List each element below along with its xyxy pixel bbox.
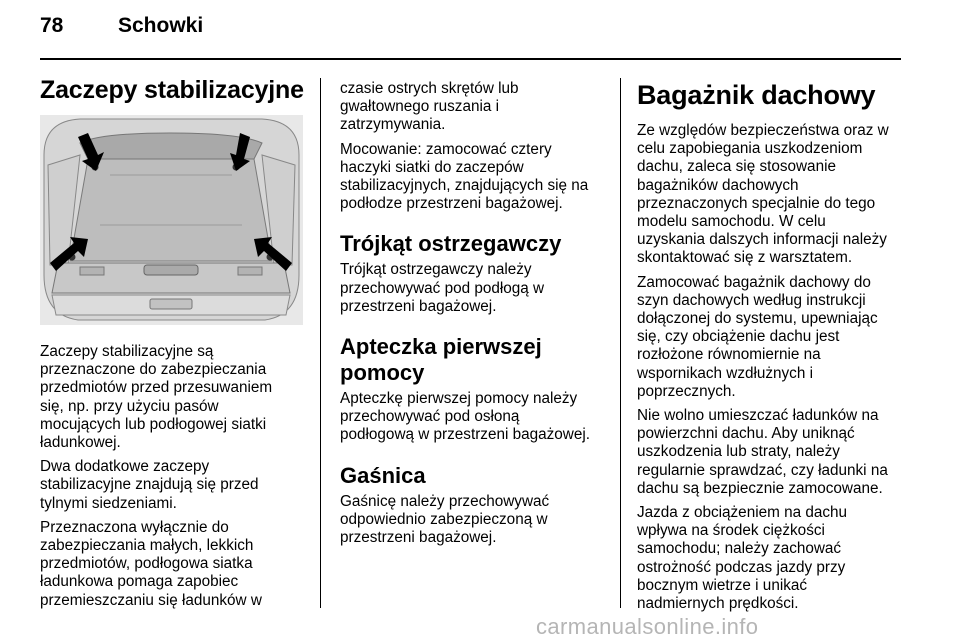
- paragraph: Apteczkę pierwszej pomocy należy przechowywać pod osłoną podłogową w przestrzeni bagażowej.: [340, 390, 590, 444]
- column-divider: [320, 78, 321, 608]
- watermark: carmanualsonline.info: [536, 614, 759, 639]
- heading-fire-extinguisher: Gaśnica: [340, 462, 426, 488]
- paragraph: czasie ostrych skrętów lub gwałtownego ruszania i zatrzymywania.: [340, 80, 519, 134]
- paragraph: Gaśnicę należy przechowywać odpowiednio zabezpieczoną w przestrzeni bagażowej.: [340, 492, 550, 547]
- heading-stabilizing-hooks: Zaczepy stabilizacyjne: [40, 76, 304, 104]
- paragraph: Trójkąt ostrzegawczy należy przechowywać pod podłogą w przestrzeni bagażowej.: [340, 261, 545, 315]
- page-number: 78: [40, 14, 64, 37]
- cargo-area-illustration: [40, 115, 303, 325]
- header-rule: [40, 58, 901, 60]
- paragraph: Przeznaczona wyłącznie do zabezpieczania małych, lekkich przedmiotów, podłogowa siatka ładunkowa pomaga zapobiec przemieszczaniu się ładunków w: [40, 518, 262, 609]
- paragraph: Dwa dodatkowe zaczepy stabilizacyjne znajdują się przed tylnymi siedzeniami.: [40, 458, 259, 512]
- heading-warning-triangle: Trójkąt ostrzegawczy: [340, 231, 562, 257]
- heading-roof-rack: Bagażnik dachowy: [637, 80, 876, 110]
- paragraph: Nie wolno umieszczać ładunków na powierzchni dachu. Aby uniknąć uszkodzenia lub straty, należy regularnie sprawdzać, czy ładunki na dachu są bezpiecznie zamocowane.: [637, 407, 888, 497]
- column-divider: [620, 78, 621, 608]
- paragraph: Zaczepy stabilizacyjne są przeznaczone do zabezpieczania przedmiotów przed przesuwaniem się, np. przy użyciu pasów mocujących lub podłogowej siatki ładunkowej.: [40, 343, 273, 452]
- heading-first-aid-kit: Apteczka pierwszej pomocy: [340, 334, 542, 386]
- column-middle: [340, 80, 610, 553]
- paragraph: Zamocować bagażnik dachowy do szyn dachowych według instrukcji dołączonej do systemu, upewniając się, czy obciążenie dachu jest rozłożone równomiernie na wspornikach wzdłużnych i poprzecznych.: [637, 273, 878, 400]
- column-left: [40, 76, 306, 616]
- column-right: [637, 80, 907, 619]
- paragraph: Mocowanie: zamocować cztery haczyki siatki do zaczepów stabilizacyjnych, znajdujących się na podłodze przestrzeni bagażowej.: [340, 140, 589, 213]
- section-title: Schowki: [118, 14, 204, 37]
- paragraph: Jazda z obciążeniem na dachu wpływa na środek ciężkości samochodu; należy zachować ostrożność podczas jazdy przy bocznym wietrze i unikać nadmiernych prędkości.: [637, 504, 848, 613]
- paragraph: Ze względów bezpieczeństwa oraz w celu zapobiegania uszkodzeniom dachu, zaleca się stosowanie bagażników dachowych przeznaczonych specjalnie do tego modelu samochodu. W celu uzyskania dalszych informacji należy skontaktować się z warsztatem.: [637, 122, 889, 267]
